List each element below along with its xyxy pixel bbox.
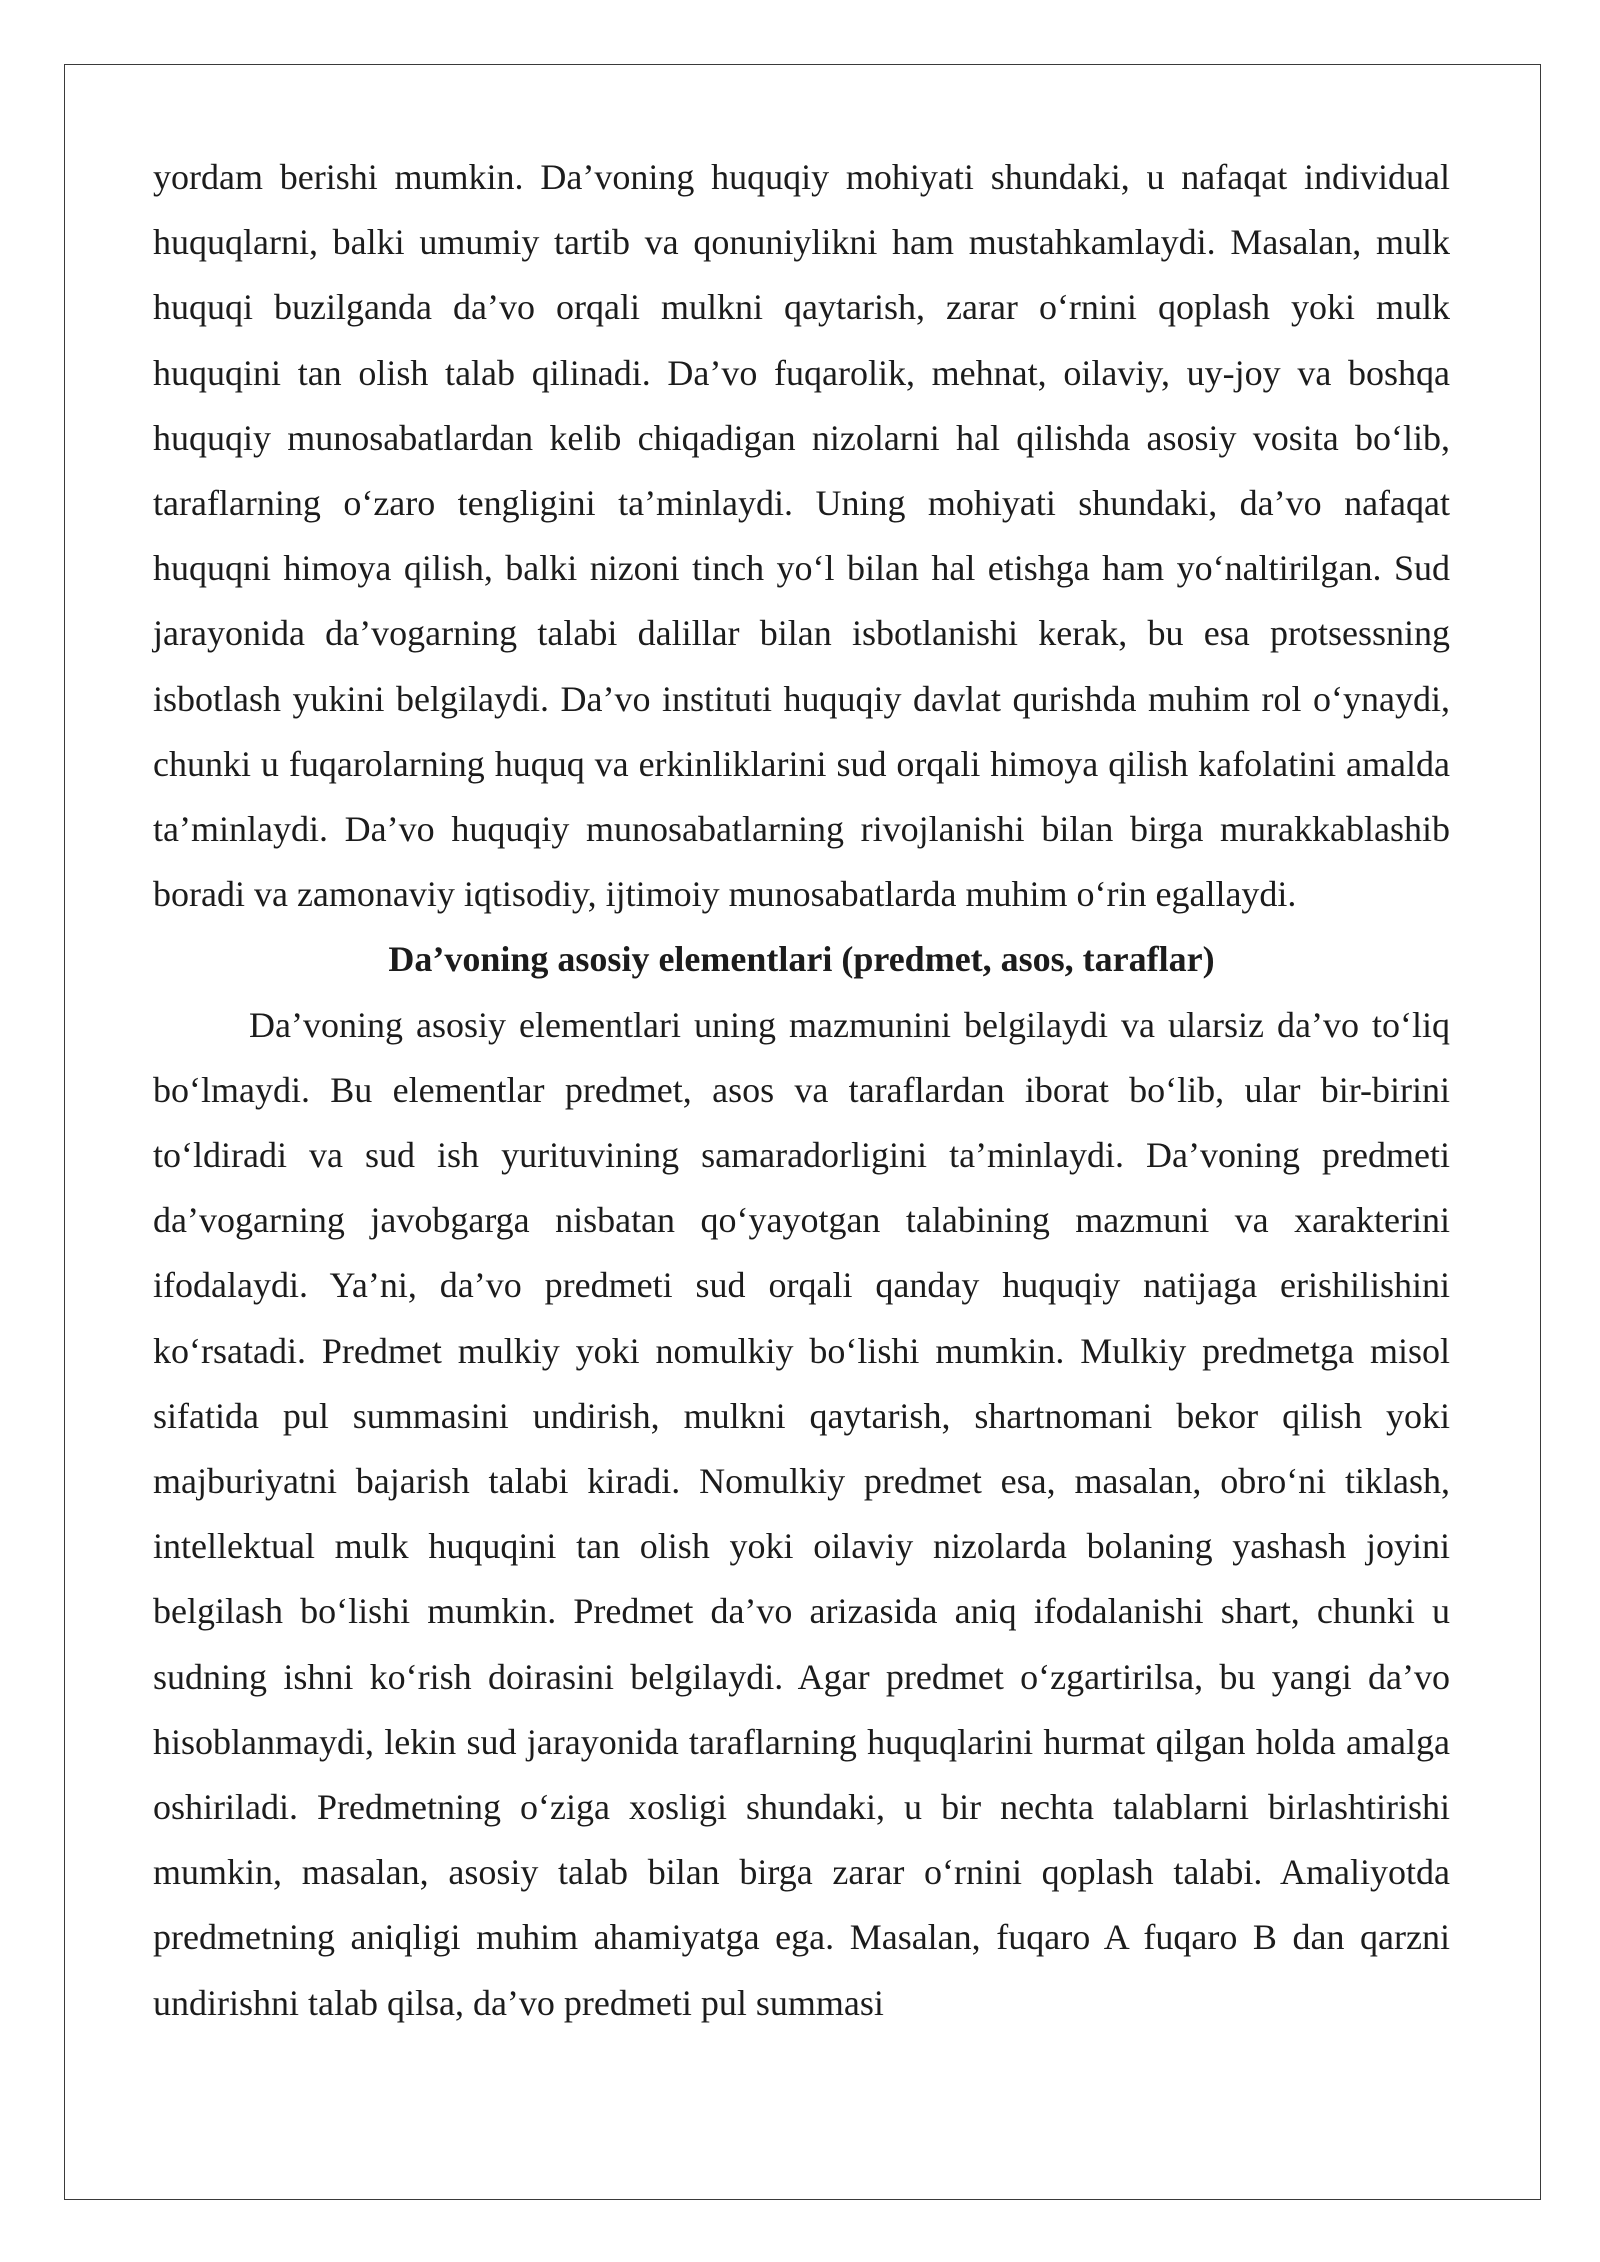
section-heading: Da’voning asosiy elementlari (predmet, asos, taraflar) [388,939,1215,980]
paragraph-elements: Da’voning asosiy elementlari uning mazmunini belgilaydi va ularsiz da’vo to‘liq bo‘lmaydi. Bu elementlar predmet, asos va taraflardan iborat bo‘lib, ular bir-birini to‘ldiradi va sud ish yurituvining samaradorligini ta’minlaydi. Da’voning predmeti da’vogarning javobgarga nisbatan qo‘yayotgan talabining mazmuni va xarakterini ifodalaydi. Ya’ni, da’vo predmeti sud orqali qanday huquqiy natijaga erishilishini ko‘rsatadi. Predmet mulkiy yoki nomulkiy bo‘lishi mumkin. Mulkiy predmetga misol sifatida pul summasini undirish, mulkni qaytarish, shartnomani bekor qilish yoki majburiyatni bajarish talabi kiradi. Nomulkiy predmet esa, masalan, obro‘ni tiklash, intellektual mulk huquqini tan olish yoki oilaviy nizolarda bolaning yashash joyini belgilash bo‘lishi mumkin. Predmet da’vo arizasida aniq ifodalanishi shart, chunki u sudning ishni ko‘rish doirasini belgilaydi. Agar predmet o‘zgartirilsa, bu yangi da’vo hisoblanmaydi, lekin sud jarayonida taraflarning huquqlarini hurmat qilgan holda amalga oshiriladi. Predmetning o‘ziga xosligi shundaki, u bir nechta talablarni birlashtirishi mumkin, masalan, asosiy talab bilan birga zarar o‘rnini qoplash talabi. Amaliyotda predmetning aniqligi muhim ahamiyatga ega. Masalan, fuqaro A fuqaro B dan qarzni undirishni talab qilsa, da’vo predmeti pul summasi [153,1004,1450,2023]
document-body [153,145,1450,2036]
paragraph-intro: yordam berishi mumkin. Da’voning huquqiy mohiyati shundaki, u nafaqat individual huquqlarni, balki umumiy tartib va qonuniylikni ham mustahkamlaydi. Masalan, mulk huquqi buzilganda da’vo orqali mulkni qaytarish, zarar o‘rnini qoplash yoki mulk huquqini tan olish talab qilinadi. Da’vo fuqarolik, mehnat, oilaviy, uy-joy va boshqa huquqiy munosabatlardan kelib chiqadigan nizolarni hal qilishda asosiy vosita bo‘lib, taraflarning o‘zaro tengligini ta’minlaydi. Uning mohiyati shundaki, da’vo nafaqat huquqni himoya qilish, balki nizoni tinch yo‘l bilan hal etishga ham yo‘naltirilgan. Sud jarayonida da’vogarning talabi dalillar bilan isbotlanishi kerak, bu esa protsessning isbotlash yukini belgilaydi. Da’vo instituti huquqiy davlat qurishda muhim rol o‘ynaydi, chunki u fuqarolarning huquq va erkinliklarini sud orqali himoya qilish kafolatini amalda ta’minlaydi. Da’vo huquqiy munosabatlarning rivojlanishi bilan birga murakkablashib boradi va zamonaviy iqtisodiy, ijtimoiy munosabatlarda muhim o‘rin egallaydi. [153,157,1450,915]
